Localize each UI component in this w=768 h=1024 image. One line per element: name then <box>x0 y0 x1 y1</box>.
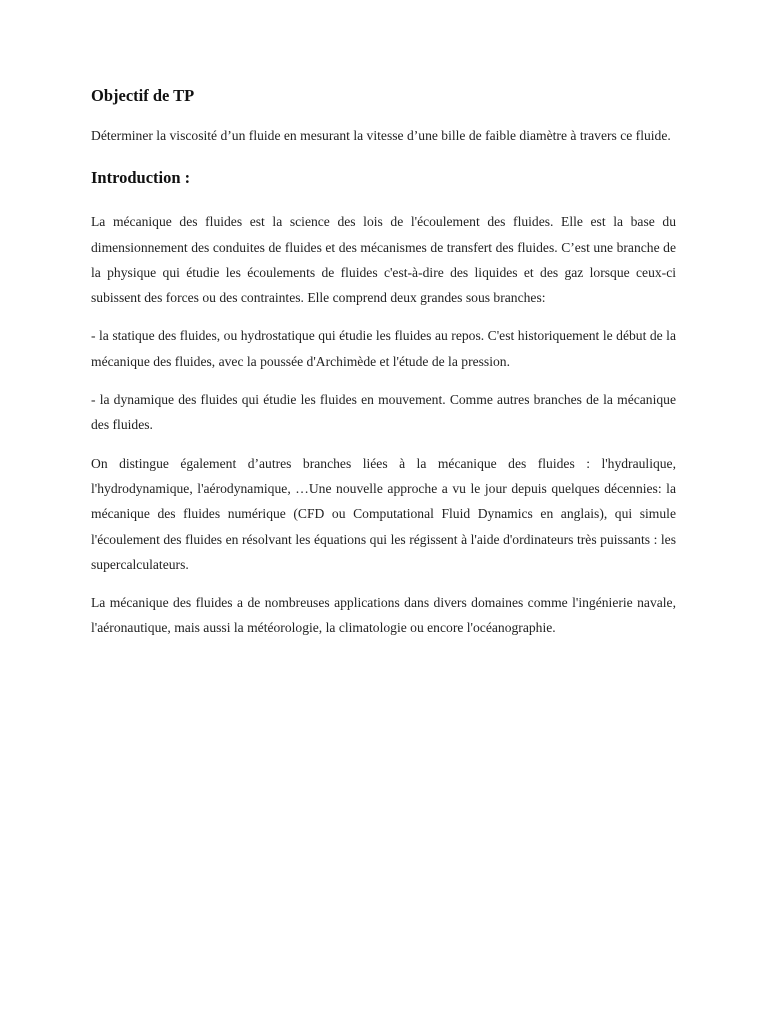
objective-text: Déterminer la viscosité d’un fluide en mesurant la vitesse d’une bille de faible diamètre à travers ce fluide. <box>91 128 671 143</box>
objective-heading: Objectif de TP <box>91 86 195 105</box>
document-content <box>91 84 676 641</box>
paragraph-definition: La mécanique des fluides est la science des lois de l'écoulement des fluides. Elle est la base du dimensionnement des conduites de fluides et des mécanismes de transfert des fluides. C’est une branche de la physique qui étudie les écoulements de fluides c'est-à-dire des liquides et des gaz lorsque ceux-ci subissent des forces ou des contraintes. Elle comprend deux grandes sous branches: <box>91 214 676 306</box>
paragraph-statique: - la statique des fluides, ou hydrostatique qui étudie les fluides au repos. C'est historiquement le début de la mécanique des fluides, avec la poussée d'Archimède et l'étude de la pression. <box>91 328 676 369</box>
paragraph-autres-branches: On distingue également d’autres branches liées à la mécanique des fluides : l'hydraulique, l'hydrodynamique, l'aérodynamique, …Une nouvelle approche a vu le jour depuis quelques décennies: la mécanique des fluides numérique (CFD ou Computational Fluid Dynamics en anglais), qui simule l'écoulement des fluides en résolvant les équations qui les régissent à l'aide d'ordinateurs très puissants : les supercalculateurs. <box>91 455 676 572</box>
introduction-heading: Introduction : <box>91 168 191 188</box>
paragraph-dynamique: - la dynamique des fluides qui étudie les fluides en mouvement. Comme autres branches de la mécanique des fluides. <box>91 392 676 433</box>
paragraph-applications: La mécanique des fluides a de nombreuses applications dans divers domaines comme l'ingénierie navale, l'aéronautique, mais aussi la météorologie, la climatologie ou encore l'océanographie. <box>91 595 676 636</box>
